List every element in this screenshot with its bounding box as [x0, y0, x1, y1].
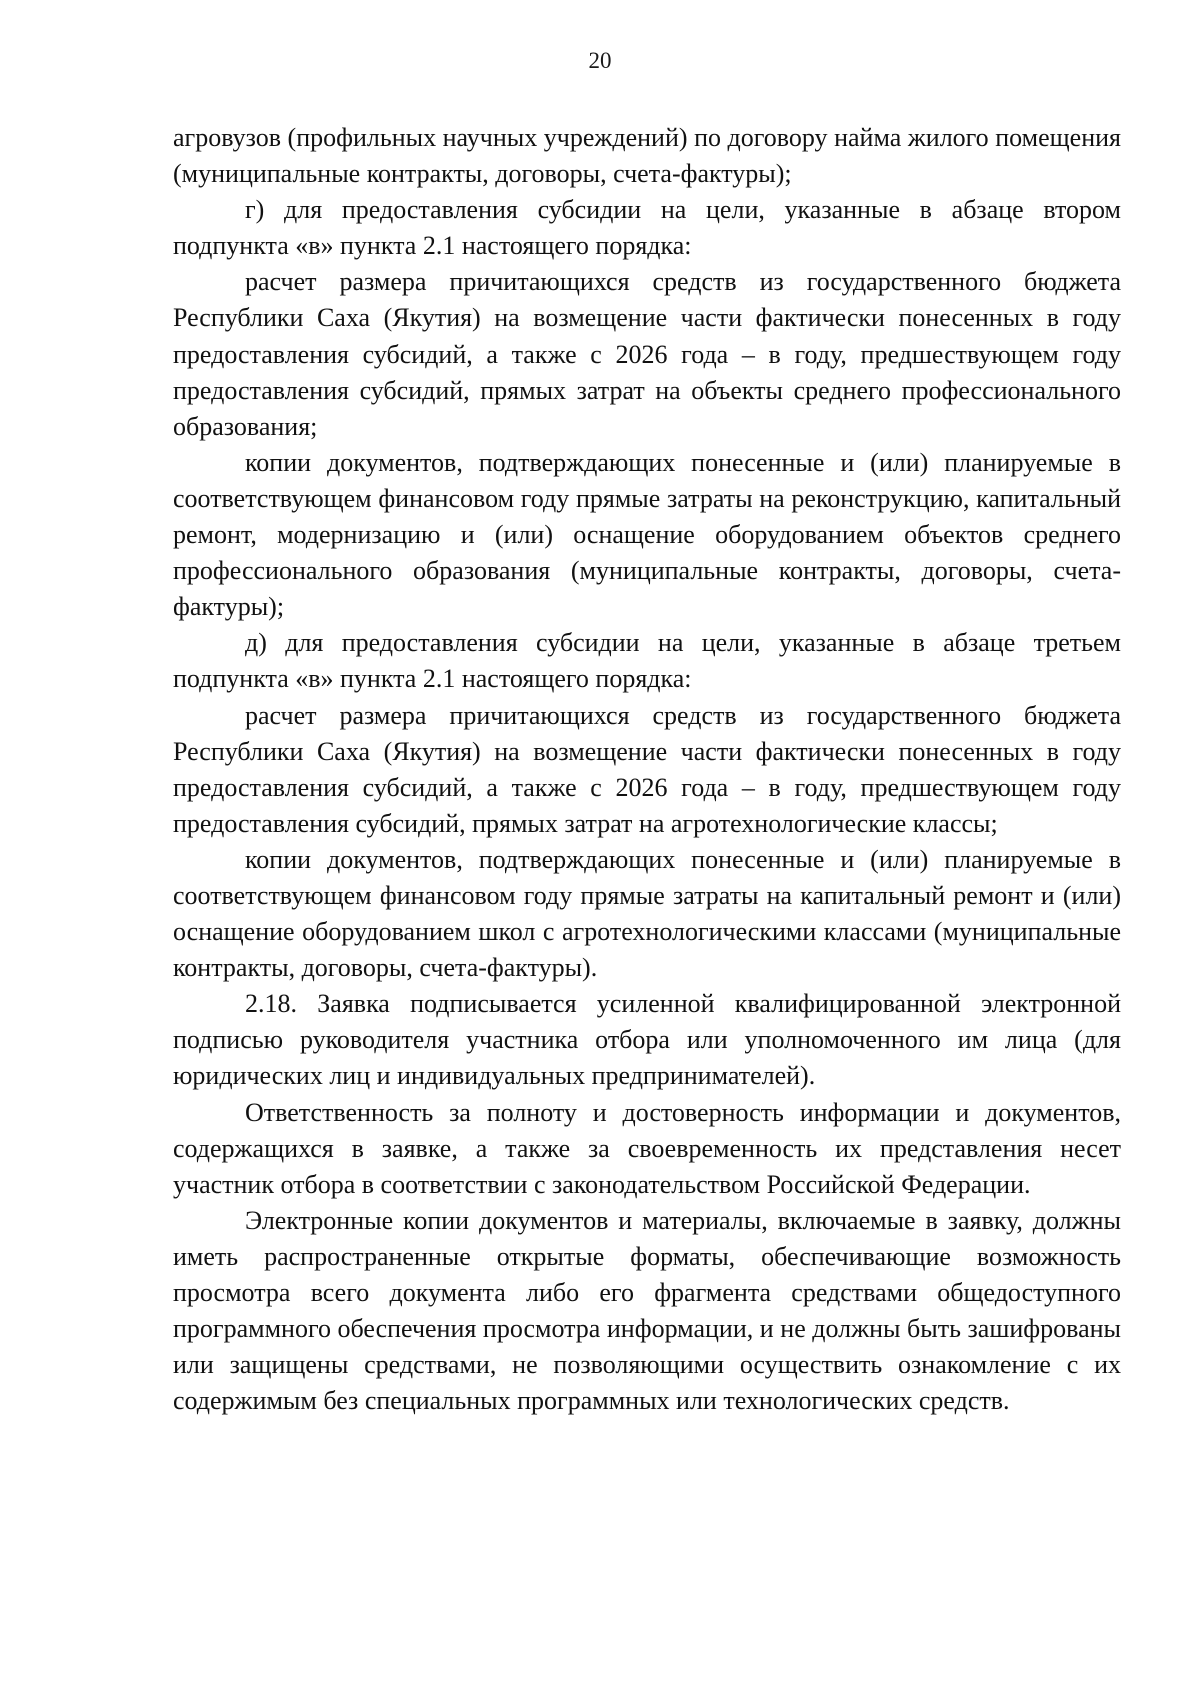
- paragraph: копии документов, подтверждающих понесенные и (или) планируемые в соответствующем финансовом году прямые затраты на реконструкцию, капитальный ремонт, модернизацию и (или) оснащение оборудованием объектов среднего профессионального образования (муниципальные контракты, договоры, счета-фактуры);: [173, 447, 1121, 622]
- paragraph: д) для предоставления субсидии на цели, указанные в абзаце третьем подпункта «в» пункта 2.1 настоящего порядка:: [173, 628, 1121, 694]
- document-body: [173, 120, 1121, 1419]
- paragraph: Электронные копии документов и материалы, включаемые в заявку, должны иметь распространенные открытые форматы, обеспечивающие возможность просмотра всего документа либо его фрагмента средствами общедоступного программного обеспечения просмотра информации, и не должны быть зашифрованы или защищены средствами, не позволяющими осуществить ознакомление с их содержимым без специальных программных или технологических средств.: [173, 1205, 1121, 1416]
- paragraph: агровузов (профильных научных учреждений) по договору найма жилого помещения (муниципальные контракты, договоры, счета-фактуры);: [173, 123, 1121, 189]
- paragraph: расчет размера причитающихся средств из государственного бюджета Республики Саха (Якутия) на возмещение части фактически понесенных в году предоставления субсидий, а также с 2026 года – в году, предшествующем году предоставления субсидий, прямых затрат на объекты среднего профессионального образования;: [173, 267, 1121, 441]
- paragraph: г) для предоставления субсидии на цели, указанные в абзаце втором подпункта «в» пункта 2.1 настоящего порядка:: [173, 195, 1121, 261]
- paragraph: Ответственность за полноту и достоверность информации и документов, содержащихся в заявке, а также за своевременность их представления несет участник отбора в соответствии с законодательством Российской Федерации.: [173, 1097, 1121, 1199]
- paragraph: расчет размера причитающихся средств из государственного бюджета Республики Саха (Якутия) на возмещение части фактически понесенных в году предоставления субсидий, а также с 2026 года – в году, предшествующем году предоставления субсидий, прямых затрат на агротехнологические классы;: [173, 700, 1121, 838]
- page-number: 20: [588, 48, 612, 73]
- paragraph: копии документов, подтверждающих понесенные и (или) планируемые в соответствующем финансовом году прямые затраты на капитальный ремонт и (или) оснащение оборудованием школ с агротехнологическими классами (муниципальные контракты, договоры, счета-фактуры).: [173, 844, 1121, 983]
- paragraph: 2.18. Заявка подписывается усиленной квалифицированной электронной подписью руководителя участника отбора или уполномоченного им лица (для юридических лиц и индивидуальных предпринимателей).: [173, 989, 1121, 1091]
